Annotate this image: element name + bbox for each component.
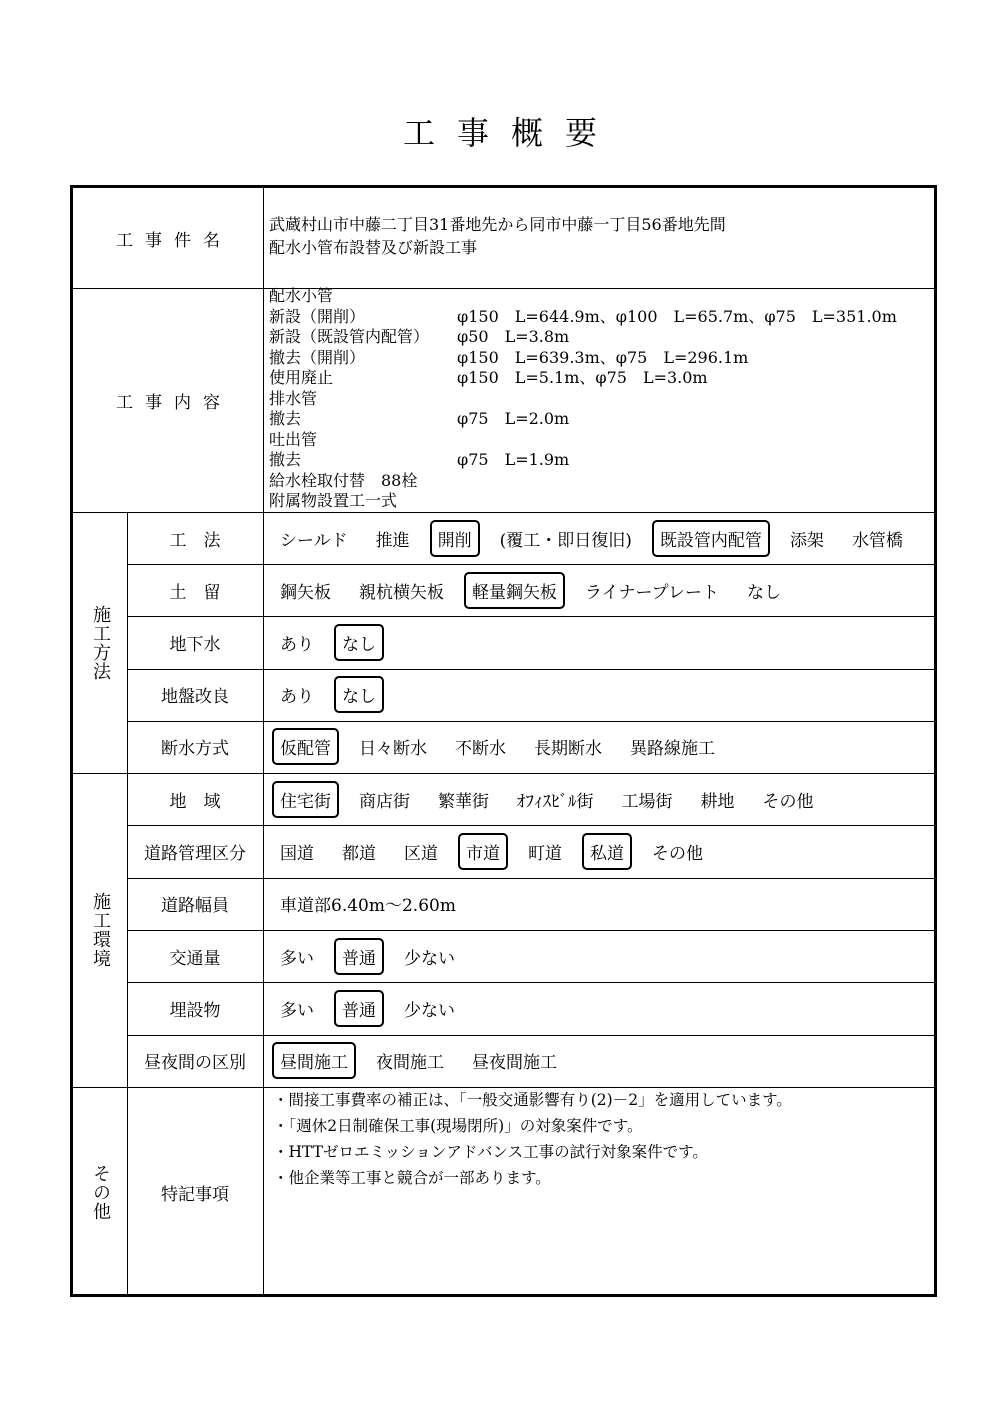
divider bbox=[263, 188, 264, 1297]
work-item-name: 使用廃止 bbox=[269, 368, 334, 387]
construction-method-group-label: 施工方法 bbox=[90, 604, 111, 681]
work-content-line bbox=[269, 450, 897, 471]
option: 鋼矢板 bbox=[280, 582, 331, 603]
row-label: 道路管理区分 bbox=[144, 843, 246, 864]
row-label: 道路幅員 bbox=[161, 896, 229, 917]
construction-environment-group-label: 施工環境 bbox=[90, 892, 111, 968]
work-item-name: 撤去 bbox=[269, 450, 302, 469]
row-label: 断水方式 bbox=[161, 739, 229, 760]
row-label: 土 留 bbox=[169, 582, 221, 603]
work-content-line bbox=[269, 389, 897, 410]
work-item-spec: φ75 L=1.9m bbox=[457, 450, 570, 469]
project-name-label: 工事件名 bbox=[116, 230, 232, 251]
special-notes bbox=[273, 1087, 792, 1191]
option: 工場街 bbox=[621, 791, 673, 812]
project-name-line: 配水小管布設替及び新設工事 bbox=[269, 238, 478, 257]
work-item-name: 撤去 bbox=[269, 409, 302, 428]
work-item-name: 新設（既設管内配管） bbox=[269, 327, 430, 346]
work-content-line bbox=[269, 471, 897, 492]
option: 添架 bbox=[789, 530, 824, 551]
divider bbox=[73, 1087, 937, 1088]
option: 水管橋 bbox=[851, 530, 903, 551]
special-notes-label: 特記事項 bbox=[161, 1184, 229, 1205]
option: 推進 bbox=[375, 530, 410, 551]
selected-option: なし bbox=[334, 624, 384, 661]
work-item-name: 新設（開削） bbox=[269, 306, 366, 326]
divider bbox=[73, 288, 937, 289]
work-item-spec: φ150 L=639.3m、φ75 L=296.1m bbox=[457, 347, 749, 367]
page-title: 工事概要 bbox=[402, 114, 619, 152]
work-item-spec: φ150 L=644.9m、φ100 L=65.7m、φ75 L=351.0m bbox=[457, 306, 897, 326]
option: 都道 bbox=[342, 843, 376, 864]
option-list bbox=[272, 721, 735, 773]
selected-option: 私道 bbox=[582, 833, 632, 870]
option: 繁華街 bbox=[438, 791, 489, 812]
row-label: 工 法 bbox=[169, 530, 221, 551]
selected-option: 普通 bbox=[334, 990, 384, 1027]
option: 異路線施工 bbox=[630, 739, 715, 760]
summary-table bbox=[70, 185, 937, 1297]
option-list bbox=[272, 930, 475, 982]
divider bbox=[127, 512, 128, 1297]
work-content-label: 工事内容 bbox=[116, 392, 232, 413]
selected-option: 住宅街 bbox=[272, 781, 339, 818]
work-content-line bbox=[269, 368, 897, 389]
work-item-name: 撤去（開削） bbox=[269, 347, 366, 367]
work-item-spec: φ50 L=3.8m bbox=[457, 327, 570, 346]
work-content-line bbox=[269, 430, 897, 451]
option: (覆工・即日復旧) bbox=[499, 530, 632, 551]
row-label: 昼夜間の区別 bbox=[144, 1053, 246, 1074]
option-list bbox=[272, 669, 396, 721]
project-name-value bbox=[269, 213, 726, 259]
option: シールド bbox=[280, 530, 348, 551]
selected-option: なし bbox=[334, 676, 384, 713]
option: なし bbox=[746, 582, 781, 603]
work-item-name: 排水管 bbox=[269, 388, 318, 408]
work-content-value bbox=[269, 286, 897, 512]
option-list bbox=[272, 1035, 577, 1087]
option: あり bbox=[280, 687, 314, 708]
option: 商店街 bbox=[359, 791, 410, 812]
option: 不断水 bbox=[455, 739, 506, 760]
row-label: 地 域 bbox=[169, 791, 221, 812]
option-list bbox=[272, 878, 476, 930]
note-line: ・間接工事費率の補正は、「一般交通影響有り(2)－2」を適用しています。 bbox=[273, 1091, 792, 1109]
option: 多い bbox=[280, 948, 314, 969]
option: 夜間施工 bbox=[376, 1053, 444, 1074]
row-label: 地下水 bbox=[169, 634, 221, 655]
selected-option: 普通 bbox=[334, 938, 384, 975]
row-label: 交通量 bbox=[169, 948, 221, 969]
work-item-spec: φ75 L=2.0m bbox=[457, 409, 570, 428]
option-list bbox=[272, 616, 396, 668]
option-list bbox=[272, 512, 923, 564]
work-content-line bbox=[269, 491, 897, 512]
work-content-line bbox=[269, 348, 897, 369]
option: ｵﾌｨｽﾋﾞﾙ街 bbox=[517, 791, 594, 812]
option: 区道 bbox=[404, 843, 438, 864]
work-content-line bbox=[269, 286, 897, 307]
selected-option: 軽量鋼矢板 bbox=[464, 572, 565, 609]
option: ライナープレート bbox=[585, 582, 719, 603]
project-name-line: 武蔵村山市中藤二丁目31番地先から同市中藤一丁目56番地先間 bbox=[269, 215, 726, 234]
option: 国道 bbox=[280, 843, 314, 864]
option-list bbox=[272, 982, 475, 1034]
note-line: ・他企業等工事と競合が一部あります。 bbox=[273, 1169, 551, 1187]
selected-option: 市道 bbox=[458, 833, 508, 870]
other-group-label: その他 bbox=[90, 1163, 111, 1221]
work-item-name: 給水栓取付替 88栓 bbox=[269, 470, 418, 490]
option: 長期断水 bbox=[534, 739, 602, 760]
option: あり bbox=[280, 634, 314, 655]
selected-option: 昼間施工 bbox=[272, 1042, 356, 1079]
row-label: 地盤改良 bbox=[161, 687, 229, 708]
note-line: ・「週休2日制確保工事(現場閉所)」の対象案件です。 bbox=[273, 1117, 643, 1135]
option-list bbox=[272, 564, 801, 616]
work-content-line bbox=[269, 327, 897, 348]
divider bbox=[73, 773, 937, 774]
selected-option: 既設管内配管 bbox=[652, 520, 770, 557]
note-line: ・HTTゼロエミッションアドバンス工事の試行対象案件です。 bbox=[273, 1143, 708, 1161]
option: 耕地 bbox=[700, 791, 735, 812]
work-content-line bbox=[269, 307, 897, 328]
option: 親杭横矢板 bbox=[359, 582, 444, 603]
option: 日々断水 bbox=[359, 739, 427, 760]
option: 町道 bbox=[528, 843, 562, 864]
divider bbox=[73, 512, 937, 513]
work-item-spec: φ150 L=5.1m、φ75 L=3.0m bbox=[457, 368, 708, 387]
option: 多い bbox=[280, 1000, 314, 1021]
option: 昼夜間施工 bbox=[472, 1053, 557, 1074]
selected-option: 仮配管 bbox=[272, 728, 339, 765]
option-list bbox=[272, 825, 723, 877]
selected-option: 開削 bbox=[430, 520, 480, 557]
row-label: 埋設物 bbox=[169, 1000, 221, 1021]
option-list bbox=[272, 773, 834, 825]
option: 少ない bbox=[404, 1000, 455, 1021]
option: その他 bbox=[652, 843, 703, 864]
work-content-line bbox=[269, 409, 897, 430]
work-item-name: 附属物設置工一式 bbox=[269, 491, 398, 510]
option: 車道部6.40m～2.60m bbox=[280, 896, 456, 917]
option: 少ない bbox=[404, 948, 455, 969]
work-item-name: 吐出管 bbox=[269, 429, 318, 449]
work-item-name: 配水小管 bbox=[269, 286, 334, 305]
option: その他 bbox=[762, 791, 814, 812]
